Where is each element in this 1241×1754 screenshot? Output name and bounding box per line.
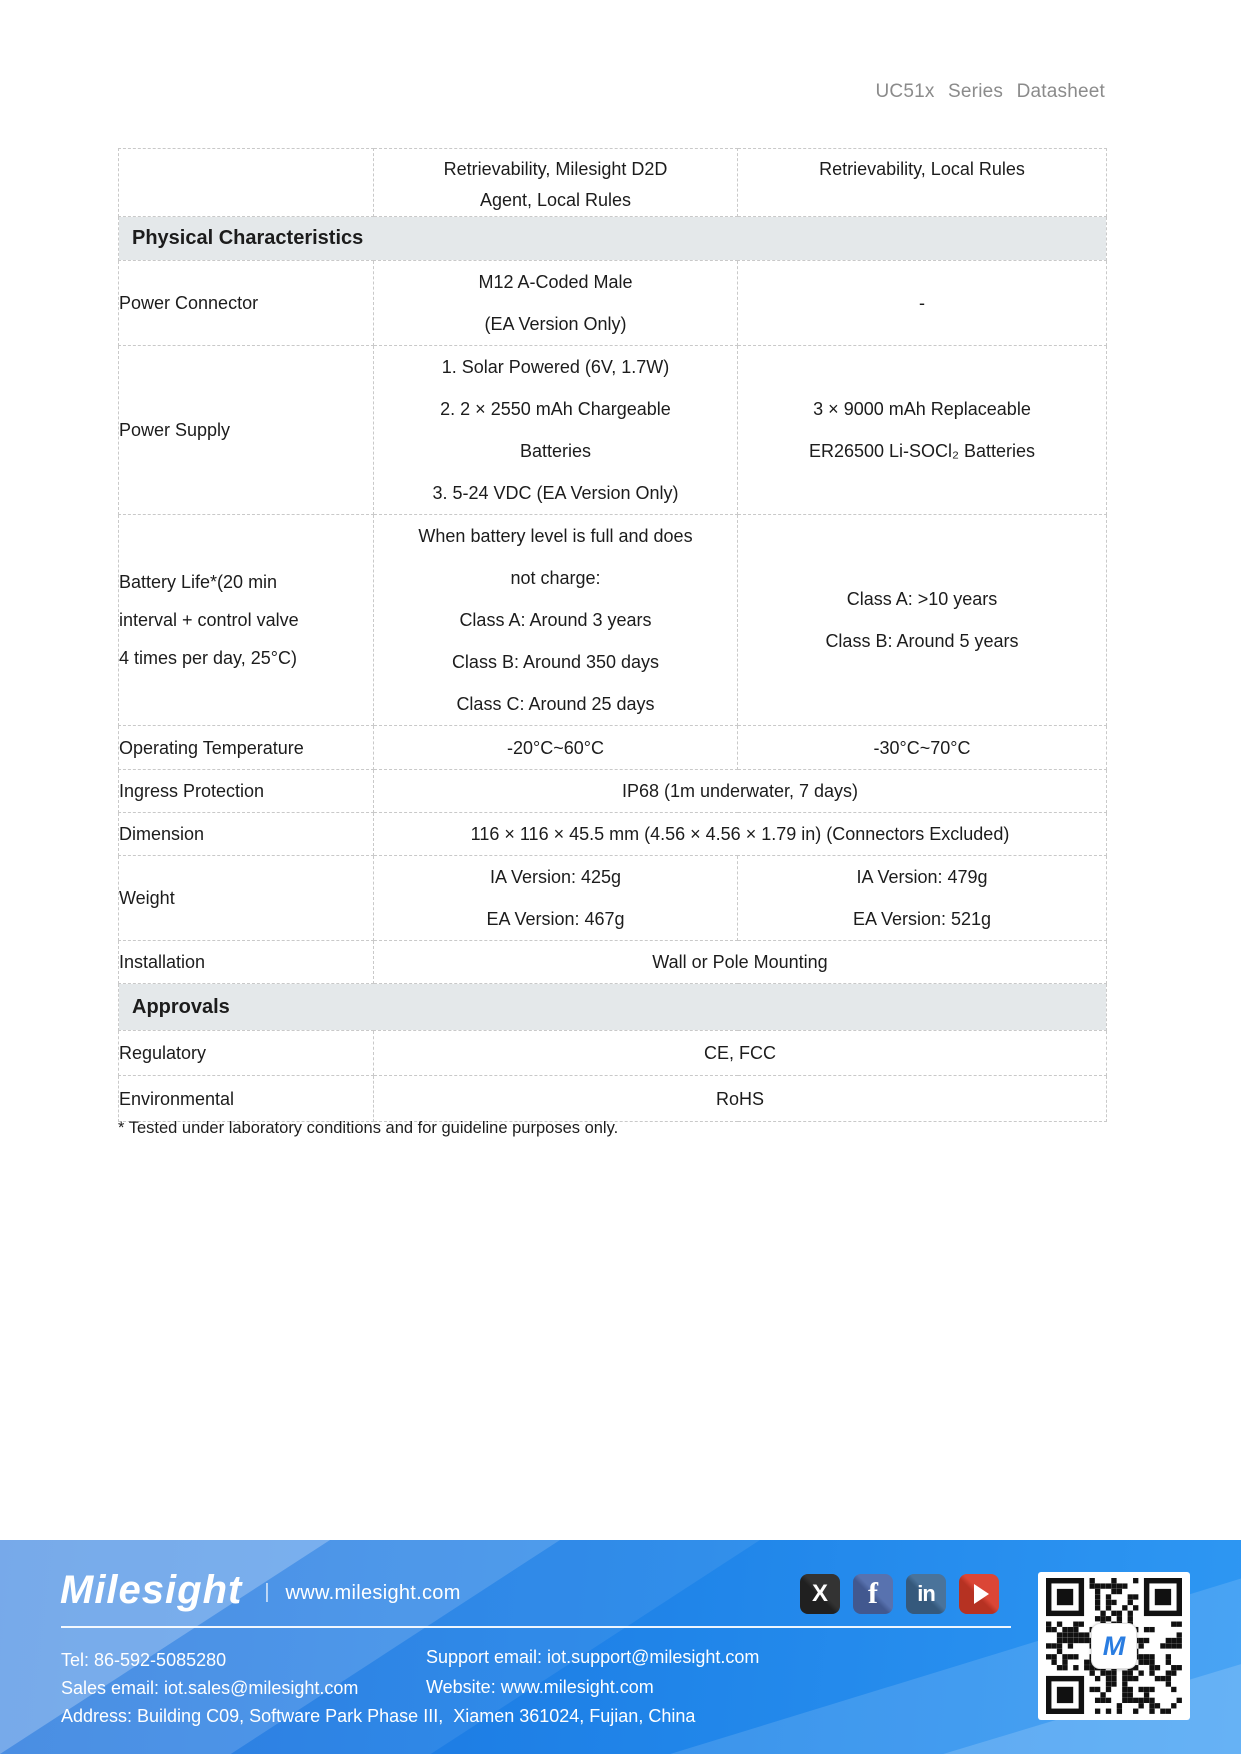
section-header-physical: Physical Characteristics [119, 217, 1107, 261]
table-row-power-connector [119, 261, 1107, 346]
table-row-battery-life [119, 515, 1107, 726]
row-label: Battery Life*(20 min interval + control valve 4 times per day, 25°C) [119, 515, 374, 726]
table-row-operating-temperature [119, 726, 1107, 770]
footer [0, 1540, 1241, 1754]
row-label: Ingress Protection [119, 770, 374, 813]
battery-life-col-b: Class A: >10 years Class B: Around 5 years [738, 515, 1107, 726]
dimension-value: 116 × 116 × 45.5 mm (4.56 × 4.56 × 1.79 in) (Connectors Excluded) [374, 813, 1107, 856]
weight-col-a: IA Version: 425g EA Version: 467g [374, 856, 738, 941]
qr-center-logo: M [1091, 1623, 1137, 1669]
brand-row [60, 1568, 461, 1612]
website-text: Website: www.milesight.com [426, 1677, 654, 1697]
tel-text: Tel: 86-592-5085280 [61, 1650, 227, 1670]
continuation-col-b: Retrievability, Local Rules [738, 149, 1107, 217]
table-row-continuation [119, 149, 1107, 217]
table-row-environmental [119, 1076, 1107, 1122]
youtube-icon[interactable] [959, 1574, 999, 1614]
table-row-regulatory [119, 1031, 1107, 1076]
footer-divider-line [61, 1626, 1011, 1628]
power-supply-col-b: 3 × 9000 mAh Replaceable ER26500 Li-SOCl₂ Batteries [738, 346, 1107, 515]
facebook-icon[interactable]: f [853, 1574, 893, 1614]
environmental-value: RoHS [374, 1076, 1107, 1122]
battery-life-col-a: When battery level is full and does not charge: Class A: Around 3 years Class B: Around 350 days Class C: Around 25 days [374, 515, 738, 726]
row-label: Operating Temperature [119, 726, 374, 770]
social-icons [800, 1574, 999, 1614]
table-row-power-supply [119, 346, 1107, 515]
page-title: UC51x Series Datasheet [875, 81, 1105, 102]
table-footnote: * Tested under laboratory conditions and for guideline purposes only. [118, 1119, 619, 1137]
row-label: Power Supply [119, 346, 374, 515]
row-label: Dimension [119, 813, 374, 856]
power-supply-col-a: 1. Solar Powered (6V, 1.7W) 2. 2 × 2550 mAh Chargeable Batteries 3. 5-24 VDC (EA Version Only) [374, 346, 738, 515]
ingress-protection-value: IP68 (1m underwater, 7 days) [374, 770, 1107, 813]
section-header-approvals: Approvals [119, 984, 1107, 1031]
installation-value: Wall or Pole Mounting [374, 941, 1107, 984]
linkedin-icon[interactable]: in [906, 1574, 946, 1614]
table-section-approvals [119, 984, 1107, 1031]
sales-email-text: Sales email: iot.sales@milesight.com [61, 1678, 359, 1698]
qr-code [1038, 1572, 1190, 1720]
table-row-installation [119, 941, 1107, 984]
row-label: Installation [119, 941, 374, 984]
row-label: Regulatory [119, 1031, 374, 1076]
operating-temperature-col-a: -20°C~60°C [374, 726, 738, 770]
weight-col-b: IA Version: 479g EA Version: 521g [738, 856, 1107, 941]
support-email-text: Support email: iot.support@milesight.com [426, 1647, 760, 1667]
table-section-physical [119, 217, 1107, 261]
row-label: Weight [119, 856, 374, 941]
table-row-ingress-protection [119, 770, 1107, 813]
spec-table [118, 148, 1107, 1122]
regulatory-value: CE, FCC [374, 1031, 1107, 1076]
row-label: Environmental [119, 1076, 374, 1122]
row-label: Power Connector [119, 261, 374, 346]
operating-temperature-col-b: -30°C~70°C [738, 726, 1107, 770]
empty-label-cell [119, 149, 374, 217]
continuation-col-a: Retrievability, Milesight D2D Agent, Local Rules [374, 149, 738, 217]
youtube-play-icon [974, 1584, 989, 1604]
milesight-logo: Milesight [60, 1568, 243, 1612]
power-connector-col-a: M12 A-Coded Male (EA Version Only) [374, 261, 738, 346]
brand-website-text: www.milesight.com [285, 1581, 461, 1604]
address-text: Address: Building C09, Software Park Phase III, Xiamen 361024, Fujian, China [61, 1706, 696, 1726]
x-icon[interactable]: X [800, 1574, 840, 1614]
power-connector-col-b: - [738, 261, 1107, 346]
brand-divider: | [264, 1580, 270, 1603]
table-row-dimension [119, 813, 1107, 856]
contact-right-column [426, 1642, 759, 1702]
table-row-weight [119, 856, 1107, 941]
